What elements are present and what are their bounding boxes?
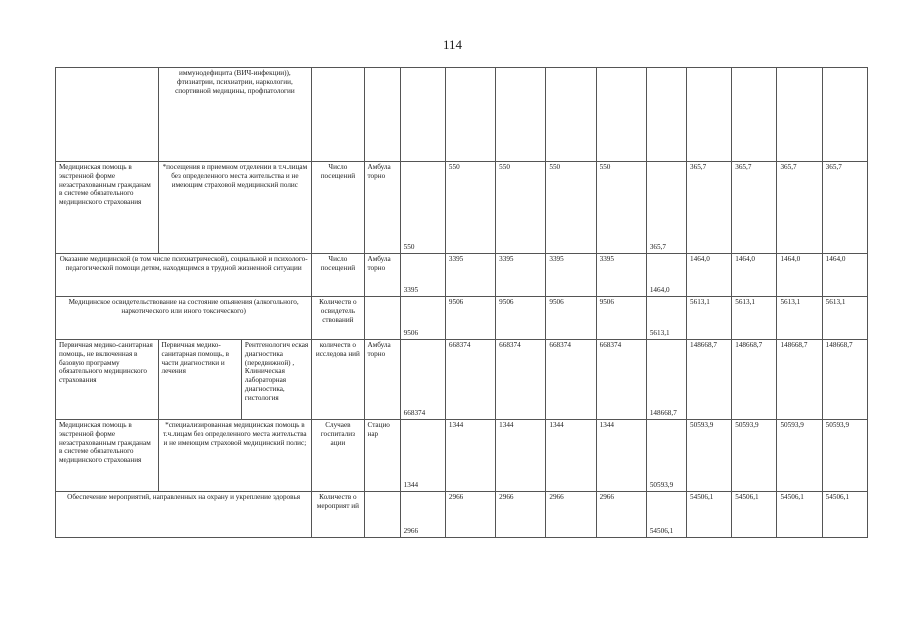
unit-cell: Число посещений — [312, 162, 364, 254]
value-cell: 3395 — [445, 254, 495, 297]
unit-cell: количеств о исследова ний — [312, 340, 364, 420]
unit-cell: Число посещений — [312, 254, 364, 297]
condition-cell: Стацио нар — [364, 420, 400, 492]
unit-cell: Случаев госпитализ ации — [312, 420, 364, 492]
value-cell — [687, 68, 732, 162]
value-cell: 550 — [445, 162, 495, 254]
table-row — [56, 340, 868, 420]
value-cell: 50593,9 — [732, 420, 777, 492]
unit-cell: Количеств о мероприят ий — [312, 492, 364, 538]
value-cell: 54506,1 — [687, 492, 732, 538]
value-cell: 54506,1 — [646, 492, 686, 538]
services-table — [55, 67, 868, 538]
service-profile-cell: *специализированная медицинская помощь в т.ч.лицам без определенного места жительства и не имеющим страховой медицинский полис; — [158, 420, 312, 492]
value-cell: 5613,1 — [777, 297, 822, 340]
value-cell: 1344 — [596, 420, 646, 492]
value-cell: 1464,0 — [687, 254, 732, 297]
service-name-cell: Медицинская помощь в экстренной форме незастрахованным гражданам в системе обязательного медицинского страхования — [56, 162, 159, 254]
value-cell: 1464,0 — [732, 254, 777, 297]
value-cell — [445, 68, 495, 162]
value-cell: 5613,1 — [732, 297, 777, 340]
value-cell: 365,7 — [732, 162, 777, 254]
service-name-cell: Медицинское освидетельствование на состояние опьянения (алкогольного, наркотического или иного токсического) — [56, 297, 312, 340]
value-cell — [777, 68, 822, 162]
value-cell: 54506,1 — [822, 492, 867, 538]
table-row — [56, 492, 868, 538]
service-name-cell: Первичная медико-санитарная помощь, не включенная в базовую программу обязательного медицинского страхования — [56, 340, 159, 420]
value-cell: 668374 — [445, 340, 495, 420]
table-row — [56, 420, 868, 492]
value-cell: 148668,7 — [777, 340, 822, 420]
service-name-cell — [56, 68, 159, 162]
value-cell: 50593,9 — [687, 420, 732, 492]
value-cell: 668374 — [546, 340, 596, 420]
value-cell: 5613,1 — [687, 297, 732, 340]
value-cell: 365,7 — [777, 162, 822, 254]
unit-cell — [312, 68, 364, 162]
value-cell: 9506 — [496, 297, 546, 340]
value-cell: 365,7 — [646, 162, 686, 254]
value-cell: 550 — [546, 162, 596, 254]
condition-cell — [364, 297, 400, 340]
condition-cell: Амбула торно — [364, 162, 400, 254]
value-cell — [732, 68, 777, 162]
value-cell: 1344 — [546, 420, 596, 492]
value-cell: 550 — [400, 162, 445, 254]
value-cell: 54506,1 — [777, 492, 822, 538]
value-cell — [596, 68, 646, 162]
value-cell: 148668,7 — [822, 340, 867, 420]
value-cell: 50593,9 — [777, 420, 822, 492]
value-cell: 1464,0 — [822, 254, 867, 297]
value-cell: 1344 — [445, 420, 495, 492]
value-cell: 9506 — [546, 297, 596, 340]
value-cell: 9506 — [445, 297, 495, 340]
value-cell: 365,7 — [687, 162, 732, 254]
value-cell: 5613,1 — [646, 297, 686, 340]
value-cell: 50593,9 — [646, 420, 686, 492]
value-cell: 2966 — [496, 492, 546, 538]
value-cell: 2966 — [546, 492, 596, 538]
value-cell: 550 — [496, 162, 546, 254]
value-cell: 2966 — [596, 492, 646, 538]
value-cell — [646, 68, 686, 162]
value-cell — [400, 68, 445, 162]
condition-cell: Амбула торно — [364, 340, 400, 420]
condition-cell — [364, 492, 400, 538]
service-profile-cell: *посещения в приемном отделении в т.ч.лицам без определенного места жительства и не имеющим страховой медицинский полис — [158, 162, 312, 254]
value-cell: 2966 — [445, 492, 495, 538]
page-number: 114 — [442, 37, 463, 52]
value-cell: 50593,9 — [822, 420, 867, 492]
value-cell: 550 — [596, 162, 646, 254]
service-subprofile-cell: Рентгенологич еская диагностика (передвижной) , Клиническая лабораторная диагностика, гистология — [241, 340, 311, 420]
service-profile-cell: иммунодефицита (ВИЧ-инфекции)), фтизиатрии, психиатрии, наркологии, спортивной медицины, профпатологии — [158, 68, 312, 162]
value-cell: 1344 — [400, 420, 445, 492]
table-row — [56, 254, 868, 297]
value-cell — [496, 68, 546, 162]
value-cell: 148668,7 — [646, 340, 686, 420]
value-cell: 5613,1 — [822, 297, 867, 340]
condition-cell — [364, 68, 400, 162]
value-cell: 2966 — [400, 492, 445, 538]
value-cell: 9506 — [596, 297, 646, 340]
value-cell — [822, 68, 867, 162]
value-cell: 365,7 — [822, 162, 867, 254]
value-cell: 1464,0 — [777, 254, 822, 297]
value-cell: 668374 — [496, 340, 546, 420]
table-row — [56, 68, 868, 162]
value-cell: 148668,7 — [732, 340, 777, 420]
value-cell: 9506 — [400, 297, 445, 340]
value-cell: 3395 — [546, 254, 596, 297]
service-name-cell: Медицинская помощь в экстренной форме незастрахованным гражданам в системе обязательного медицинского страхования — [56, 420, 159, 492]
value-cell — [546, 68, 596, 162]
table-row — [56, 297, 868, 340]
value-cell: 668374 — [400, 340, 445, 420]
value-cell: 3395 — [496, 254, 546, 297]
value-cell: 54506,1 — [732, 492, 777, 538]
service-name-cell: Обеспечение мероприятий, направленных на охрану и укрепление здоровья — [56, 492, 312, 538]
condition-cell: Амбула торно — [364, 254, 400, 297]
table-row — [56, 162, 868, 254]
value-cell: 3395 — [596, 254, 646, 297]
value-cell: 148668,7 — [687, 340, 732, 420]
value-cell: 3395 — [400, 254, 445, 297]
value-cell: 1344 — [496, 420, 546, 492]
unit-cell: Количеств о освидетель ствований — [312, 297, 364, 340]
service-name-cell: Оказание медицинской (в том числе психиатрической), социальной и психолого-педагогической помощи детям, находящимся в трудной жизненной ситуации — [56, 254, 312, 297]
value-cell: 668374 — [596, 340, 646, 420]
service-profile-cell: Первичная медико-санитарная помощь, в части диагностики и лечения — [158, 340, 241, 420]
value-cell: 1464,0 — [646, 254, 686, 297]
